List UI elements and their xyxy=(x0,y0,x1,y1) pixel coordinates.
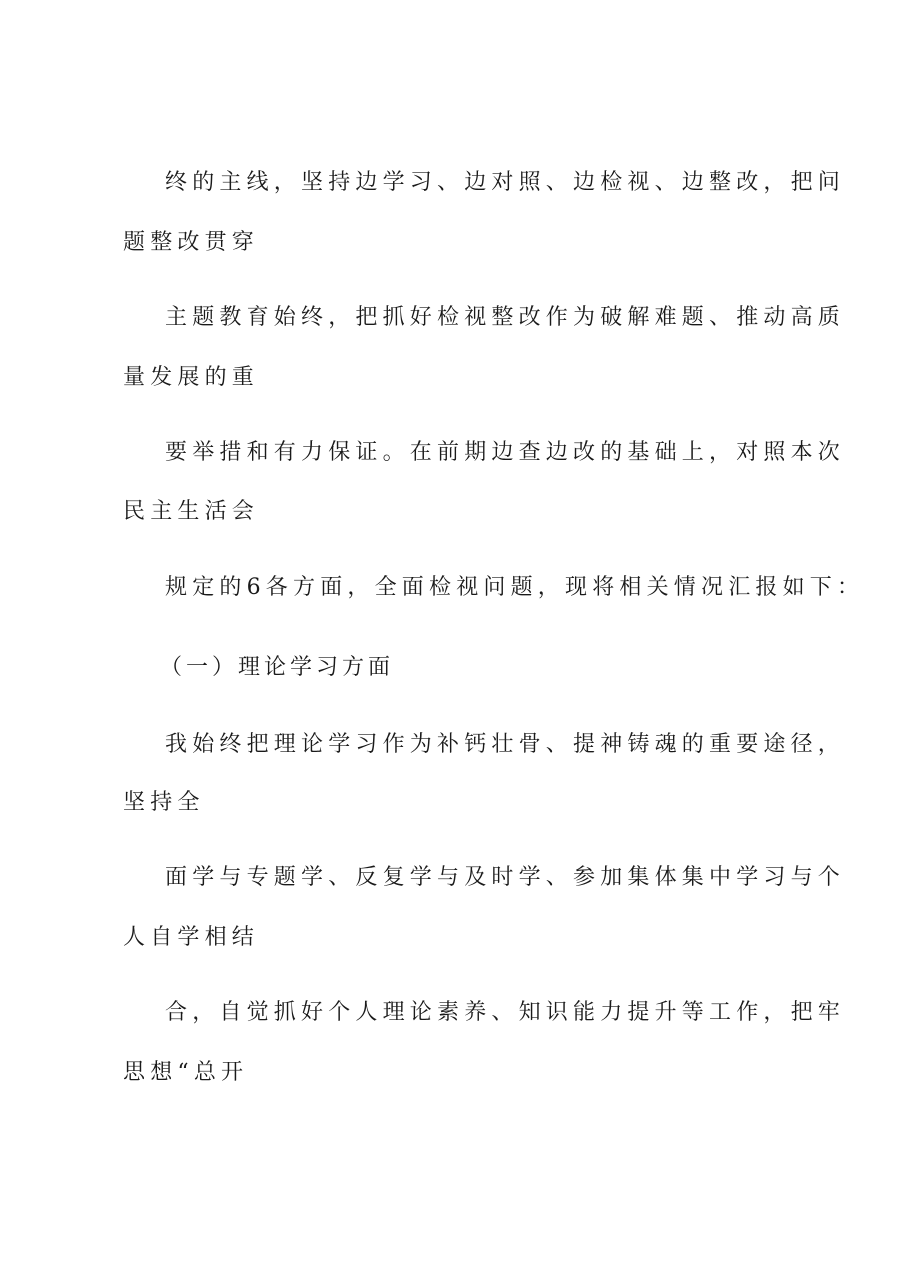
paragraph-5-line-2: 坚持全 xyxy=(123,790,205,815)
paragraph-2-line-1: 主题教育始终，把抓好检视整改作为破解难题、推动高质 xyxy=(165,305,846,330)
paragraph-3-line-2: 民主生活会 xyxy=(123,499,260,524)
paragraph-1-line-2: 题整改贯穿 xyxy=(123,230,260,255)
paragraph-6-line-2: 人自学相结 xyxy=(123,925,260,950)
paragraph-1-line-1: 终的主线，坚持边学习、边对照、边检视、边整改，把问 xyxy=(165,170,846,195)
paragraph-7-line-2: 思想“总开 xyxy=(123,1060,249,1085)
paragraph-2-line-2: 量发展的重 xyxy=(123,365,260,390)
paragraph-7-line-1: 合，自觉抓好个人理论素养、知识能力提升等工作，把牢 xyxy=(165,1000,846,1025)
paragraph-3-line-1: 要举措和有力保证。在前期边查边改的基础上，对照本次 xyxy=(165,440,846,465)
paragraph-5-line-1: 我始终把理论学习作为补钙壮骨、提神铸魂的重要途径， xyxy=(165,732,846,757)
paragraph-6-line-1: 面学与专题学、反复学与及时学、参加集体集中学习与个 xyxy=(165,865,846,890)
section-heading: （一）理论学习方面 xyxy=(160,655,395,680)
paragraph-4-line-1: 规定的6各方面，全面检视问题，现将相关情况汇报如下： xyxy=(165,575,865,600)
